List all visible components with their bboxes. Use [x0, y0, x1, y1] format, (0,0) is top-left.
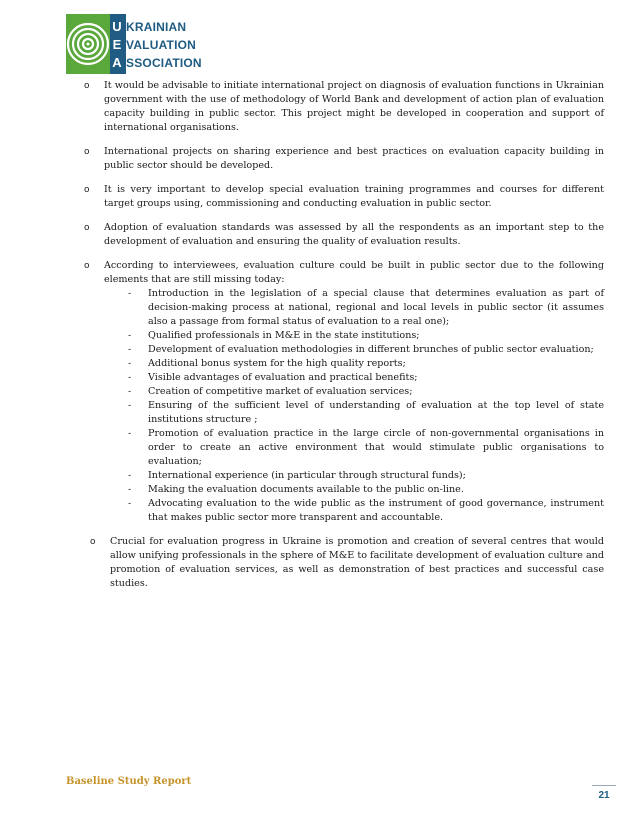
logo-initial: A: [112, 55, 122, 70]
recommendation-item: [84, 259, 604, 525]
dash-marker: -: [128, 344, 132, 355]
footer-report-title: Baseline Study Report: [66, 776, 192, 787]
list-item-text: Development of evaluation methodologies in different brunches of public sector evaluation;: [148, 344, 594, 355]
recommendation-text: It would be advisable to initiate international project on diagnosis of evaluation functions in Ukrainian government with the use of methodology of World Bank and development of action plan of evaluation capacity building in public sector. This project might be developed in cooperation and support of international organisations.: [104, 80, 604, 133]
list-item: [104, 287, 604, 329]
dash-marker: -: [128, 428, 132, 439]
list-item: [104, 385, 604, 399]
list-item: [104, 371, 604, 385]
recommendation-item: [84, 145, 604, 173]
list-item: [104, 329, 604, 343]
recommendation-text: Crucial for evaluation progress in Ukraine is promotion and creation of several centres that would allow unifying professionals in the sphere of M&E to facilitate development of evaluation culture and promotion of evaluation services, as well as demonstration of best practices and successful case studies.: [110, 536, 604, 589]
bullet-marker: o: [90, 537, 96, 547]
dash-marker: -: [128, 498, 132, 509]
recommendation-text: According to interviewees, evaluation culture could be built in public sector due to the following elements that are still missing today:: [104, 260, 604, 285]
missing-elements-list: [104, 287, 604, 525]
bullet-marker: o: [84, 185, 90, 195]
list-item: [104, 427, 604, 469]
dash-marker: -: [128, 372, 132, 383]
dash-marker: -: [128, 400, 132, 411]
dash-marker: -: [128, 470, 132, 481]
logo-word: VALUATION: [126, 38, 197, 52]
list-item: [104, 497, 604, 525]
dash-marker: -: [128, 288, 132, 299]
logo-word: KRAINIAN: [126, 20, 187, 34]
document-body: [84, 79, 604, 601]
dash-marker: -: [128, 358, 132, 369]
list-item: [104, 399, 604, 427]
list-item: [104, 483, 604, 497]
list-item-text: Qualified professionals in M&E in the state institutions;: [148, 330, 420, 341]
recommendation-item: [84, 183, 604, 211]
logo-initials: [111, 19, 123, 73]
bullet-marker: o: [84, 147, 90, 157]
list-item-text: Additional bonus system for the high quality reports;: [148, 358, 406, 369]
bullet-marker: o: [84, 81, 90, 91]
recommendation-text: International projects on sharing experience and best practices on evaluation capacity building in public sector should be developed.: [104, 146, 604, 171]
logo-initial: U: [112, 19, 122, 34]
list-item-text: International experience (in particular through structural funds);: [148, 470, 466, 481]
bullet-marker: o: [84, 223, 90, 233]
dash-marker: -: [128, 386, 132, 397]
list-item-text: Creation of competitive market of evaluation services;: [148, 386, 413, 397]
page-number: 21: [598, 790, 610, 801]
recommendation-item: [84, 221, 604, 249]
logo-wordmark: [126, 19, 202, 73]
list-item-text: Advocating evaluation to the wide public as the instrument of good governance, instrument that makes public sector more transparent and accountable.: [148, 498, 604, 523]
recommendation-text: Adoption of evaluation standards was assessed by all the respondents as an important step to the development of evaluation and ensuring the quality of evaluation results.: [104, 222, 604, 247]
recommendation-item: [90, 535, 604, 591]
list-item: [104, 343, 604, 357]
dash-marker: -: [128, 484, 132, 495]
list-item-text: Ensuring of the sufficient level of understanding of evaluation at the top level of state institutions structure ;: [148, 400, 604, 425]
bullet-marker: o: [84, 261, 90, 271]
list-item: [104, 357, 604, 371]
list-item: [104, 469, 604, 483]
logo-word: SSOCIATION: [126, 56, 202, 70]
dash-marker: -: [128, 330, 132, 341]
recommendation-item: [84, 79, 604, 135]
uea-logo: [66, 14, 202, 80]
list-item-text: Introduction in the legislation of a special clause that determines evaluation as part of decision-making process at national, regional and local levels in public sector (it assumes also a passage from formal status of evaluation to a real one);: [148, 288, 604, 327]
recommendation-text: It is very important to develop special evaluation training programmes and courses for different target groups using, commissioning and conducting evaluation in public sector.: [104, 184, 604, 209]
list-item-text: Visible advantages of evaluation and practical benefits;: [148, 372, 418, 383]
logo-initial: E: [112, 37, 122, 52]
list-item-text: Promotion of evaluation practice in the large circle of non-governmental organisations in order to create an active environment that would stimulate public organisations to evaluation;: [148, 428, 604, 467]
footer-divider: [592, 785, 616, 786]
list-item-text: Making the evaluation documents available to the public on-line.: [148, 484, 464, 495]
